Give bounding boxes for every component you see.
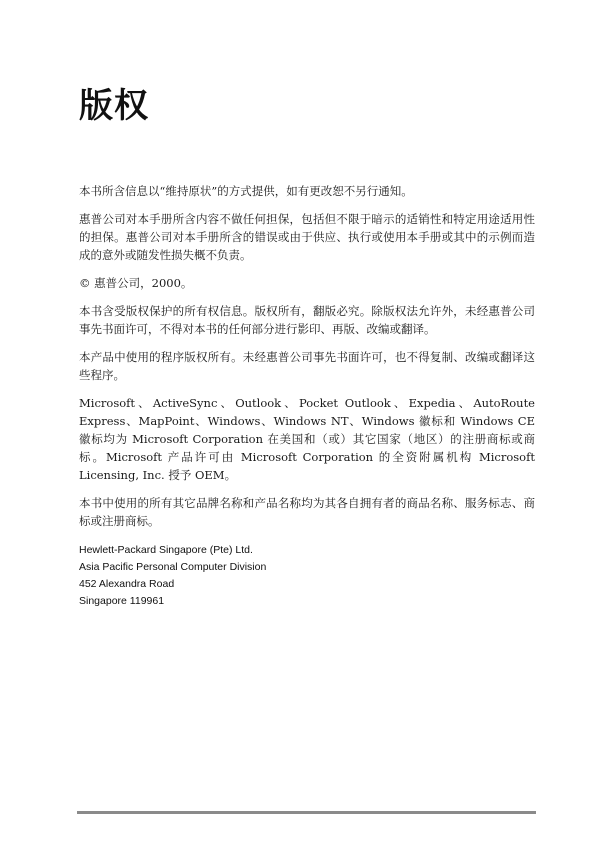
page-title: 版权: [79, 86, 149, 126]
disclaimer-paragraph: 本书所含信息以“维持原状”的方式提供，如有更改恕不另行通知。: [79, 184, 413, 198]
address-line-company: Hewlett-Packard Singapore (Pte) Ltd.: [79, 544, 253, 556]
proprietary-paragraph: 本书含受版权保护的所有权信息。版权所有，翻版必究。除版权法允许外，未经惠普公司事先书面许可，不得对本书的任何部分进行影印、再版、改编或翻译。: [79, 304, 535, 336]
document-body: [79, 182, 535, 610]
brand-names-paragraph: 本书中使用的所有其它品牌名称和产品名称均为其各自拥有者的商品名称、服务标志、商标或注册商标。: [79, 496, 535, 528]
address-line-street: 452 Alexandra Road: [79, 578, 175, 590]
trademark-paragraph: Microsoft、ActiveSync、Outlook、Pocket Outlook、Expedia、AutoRoute Express、MapPoint、Windows、Windows NT、Windows 徽标和 Windows CE 徽标均为 Microsoft Corporation 在美国和（或）其它国家（地区）的注册商标或商标。Microsoft 产品许可由 Microsoft Corporation 的全资附属机构 Microsoft Licensing, Inc. 授予 OEM。: [79, 396, 535, 482]
footer-divider: [77, 811, 536, 814]
copyright-notice: © 惠普公司，2000。: [79, 276, 193, 290]
warranty-paragraph: 惠普公司对本手册所含内容不做任何担保，包括但不限于暗示的适销性和特定用途适用性的担保。惠普公司对本手册所含的错误或由于供应、执行或使用本手册或其中的示例而造成的意外或随发性损失概不负责。: [79, 212, 535, 262]
address-line-city: Singapore 119961: [79, 595, 165, 607]
company-address: [79, 542, 535, 610]
program-copyright-paragraph: 本产品中使用的程序版权所有。未经惠普公司事先书面许可，也不得复制、改编或翻译这些程序。: [79, 350, 535, 382]
address-line-division: Asia Pacific Personal Computer Division: [79, 561, 267, 573]
